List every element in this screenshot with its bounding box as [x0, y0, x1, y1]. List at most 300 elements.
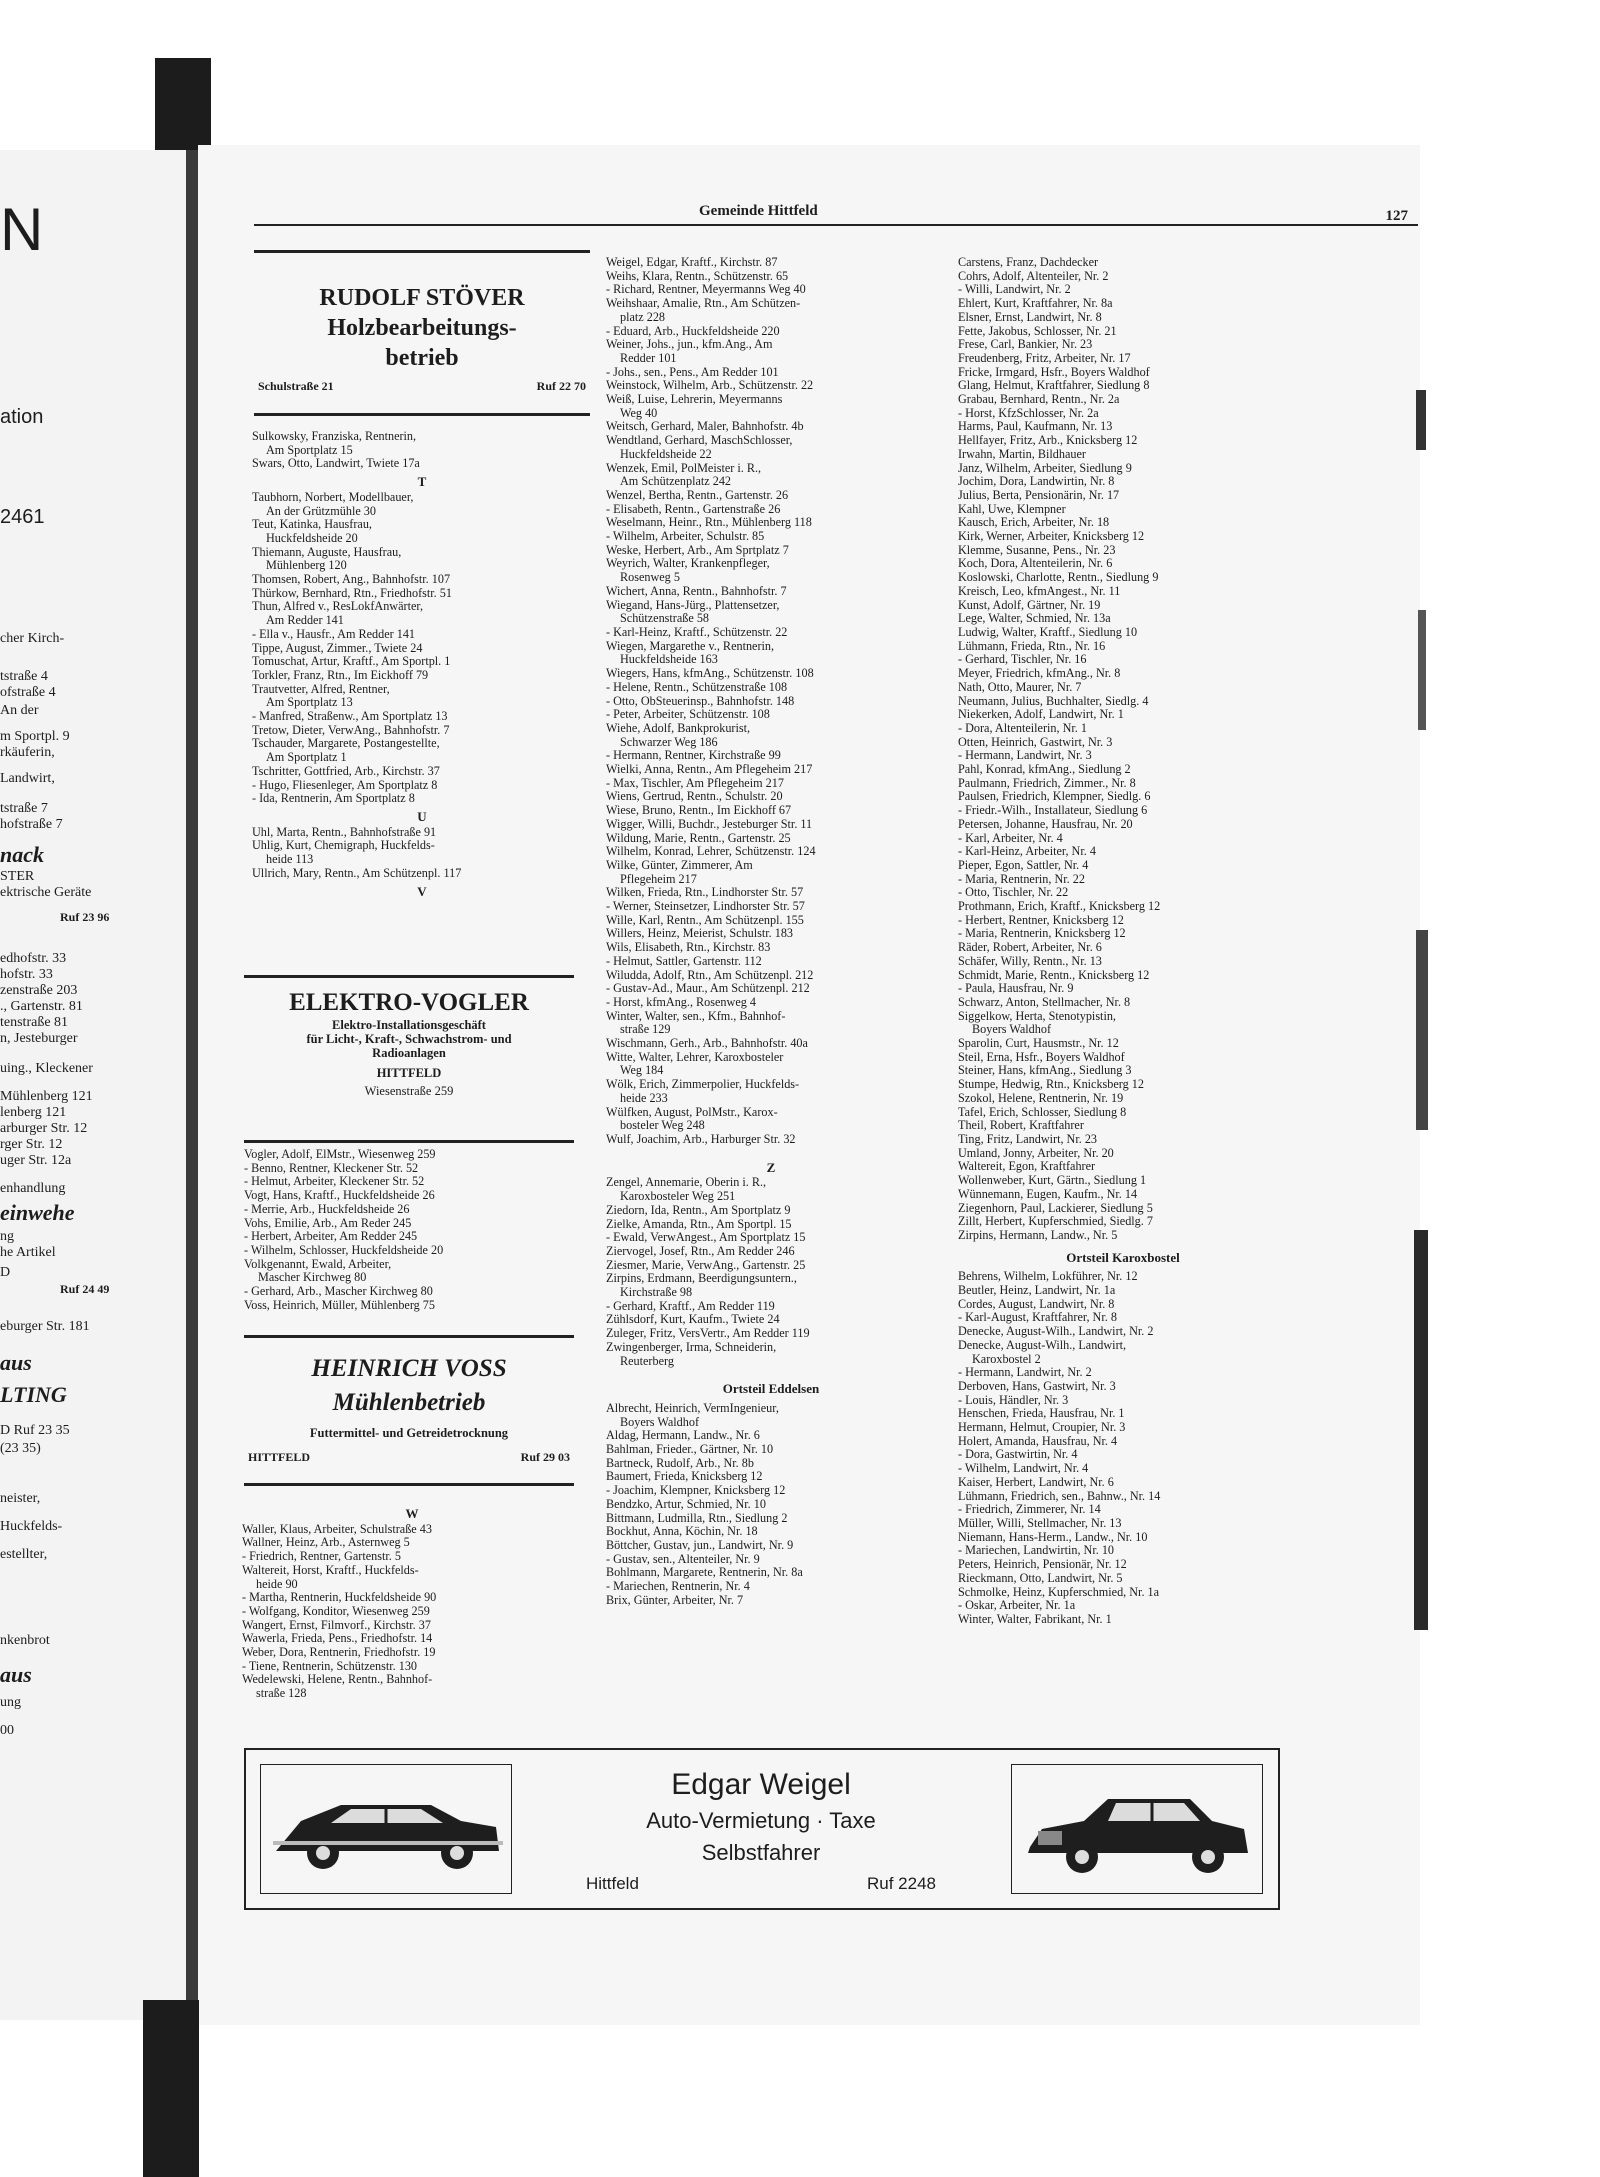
left-page-fragment-line: nkenbrot	[0, 1633, 50, 1648]
entries-s	[252, 430, 592, 471]
directory-entry: - Werner, Steinsetzer, Lindhorster Str. 57	[606, 899, 805, 914]
directory-entry: Kunst, Adolf, Gärtner, Nr. 19	[958, 597, 1101, 612]
ad-vogler-line3: Radioanlagen	[372, 1046, 446, 1060]
directory-entry: Weg 40	[620, 405, 658, 420]
directory-entry: Ziedorn, Ida, Rentn., Am Sportplatz 9	[606, 1202, 791, 1217]
entries-eddelsen-cont	[958, 256, 1288, 1243]
directory-entry: Ziervogel, Josef, Rtn., Am Redder 246	[606, 1243, 795, 1258]
ad-voss-city: HITTFELD	[248, 1450, 311, 1464]
directory-entry: Weske, Herbert, Arb., Am Sprtplatz 7	[606, 542, 789, 557]
directory-entry: Siggelkow, Herta, Stenotypistin,	[958, 1008, 1116, 1023]
directory-entry: Weihshaar, Amalie, Rtn., Am Schützen-	[606, 296, 801, 311]
directory-entry: straße 129	[620, 1022, 671, 1037]
letter-heading-u: U	[417, 808, 427, 824]
left-page-fragment-line: (23 35)	[0, 1441, 41, 1456]
left-page-fragment-line: hofstraße 7	[0, 817, 63, 832]
directory-entry: - Johs., sen., Pens., Am Redder 101	[606, 364, 779, 379]
directory-entry: - Otto, Tischler, Nr. 22	[958, 885, 1069, 900]
directory-entry: - Karl-Heinz, Kraftf., Schützenstr. 22	[606, 624, 788, 639]
directory-entry: - Herbert, Rentner, Knicksberg 12	[958, 912, 1124, 927]
directory-entry: Ullrich, Mary, Rentn., Am Schützenpl. 117	[252, 865, 462, 880]
directory-entry: Am Sportplatz 13	[266, 695, 353, 710]
left-page-fragment-line: arburger Str. 12	[0, 1121, 88, 1136]
directory-entry: Volkgenannt, Ewald, Arbeiter,	[244, 1256, 392, 1271]
directory-entry: Taubhorn, Norbert, Modellbauer,	[252, 489, 414, 504]
column-1-middle	[244, 1148, 584, 1312]
directory-entry: platz 228	[620, 309, 666, 324]
entries-w2	[606, 256, 936, 1147]
left-page-fragment-line: N	[0, 196, 44, 263]
directory-entry: - Paula, Hausfrau, Nr. 9	[958, 981, 1074, 996]
column-2	[606, 256, 936, 1608]
left-page-fragment-line: D Ruf 23 35	[0, 1423, 70, 1438]
directory-entry: Wilke, Günter, Zimmerer, Am	[606, 857, 753, 872]
directory-entry: Irwahn, Martin, Bildhauer	[958, 446, 1086, 461]
directory-entry: Wiegen, Margarethe v., Rentnerin,	[606, 638, 775, 653]
directory-entry: Vogt, Hans, Kraftf., Huckfeldsheide 26	[244, 1188, 435, 1203]
directory-entry: Peters, Heinrich, Pensionär, Nr. 12	[958, 1557, 1127, 1572]
directory-entry: - Karl-August, Kraftfahrer, Nr. 8	[958, 1310, 1117, 1325]
directory-entry: Denecke, August-Wilh., Landwirt,	[958, 1337, 1127, 1352]
ad-stover-name: RUDOLF STÖVER	[319, 285, 525, 311]
directory-entry: Voss, Heinrich, Müller, Mühlenberg 75	[244, 1297, 435, 1312]
directory-entry: Weiß, Luise, Lehrerin, Meyermanns	[606, 392, 783, 407]
directory-entry: Bockhut, Anna, Köchin, Nr. 18	[606, 1524, 758, 1539]
directory-entry: - Manfred, Straßenw., Am Sportplatz 13	[252, 709, 448, 724]
left-page-fragment-line: einwehe	[0, 1200, 75, 1225]
directory-entry: Wiehe, Adolf, Bankprokurist,	[606, 720, 751, 735]
directory-entry: - Ewald, VerwAngest., Am Sportplatz 15	[606, 1230, 806, 1245]
directory-entry: Holert, Amanda, Hausfrau, Nr. 4	[958, 1433, 1118, 1448]
directory-entry: Waller, Klaus, Arbeiter, Schulstraße 43	[242, 1521, 432, 1536]
directory-entry: Reuterberg	[620, 1353, 674, 1368]
directory-entry: - Gustav-Ad., Maur., Am Schützenpl. 212	[606, 981, 810, 996]
directory-entry: Weyrich, Walter, Krankenpfleger,	[606, 556, 770, 571]
directory-entry: Sparolin, Curt, Hausmstr., Nr. 12	[958, 1036, 1119, 1051]
directory-entry: Kreisch, Leo, kfmAngest., Nr. 11	[958, 583, 1121, 598]
left-page-fragment-line: neister,	[0, 1491, 41, 1506]
directory-entry: Bahlman, Frieder., Gärtner, Nr. 10	[606, 1442, 774, 1457]
section-eddelsen: Ortsteil Eddelsen	[722, 1381, 820, 1397]
directory-entry: Tippe, August, Zimmer., Twiete 24	[252, 640, 423, 655]
directory-entry: Paulmann, Friedrich, Zimmer., Nr. 8	[958, 775, 1136, 790]
left-page-fragment-line: Ruf 24 49	[60, 1282, 110, 1296]
directory-entry: Behrens, Wilhelm, Lokführer, Nr. 12	[958, 1269, 1138, 1284]
directory-entry: - Benno, Rentner, Kleckener Str. 52	[244, 1160, 419, 1175]
directory-entry: Lege, Walter, Schmied, Nr. 13a	[958, 611, 1111, 626]
ad-stover-phone: Ruf 22 70	[536, 379, 586, 393]
directory-entry: Müller, Willi, Stellmacher, Nr. 13	[958, 1515, 1122, 1530]
ad-voss-line1: Mühlenbetrieb	[332, 1389, 486, 1416]
directory-entry: Cordes, August, Landwirt, Nr. 8	[958, 1296, 1115, 1311]
directory-entry: Denecke, August-Wilh., Landwirt, Nr. 2	[958, 1324, 1154, 1339]
left-page-fragment-line: estellter,	[0, 1547, 48, 1562]
directory-entry: Carstens, Franz, Dachdecker	[958, 255, 1099, 269]
directory-entry: - Ella v., Hausfr., Am Redder 141	[252, 626, 416, 641]
directory-entry: Steiner, Hans, kfmAng., Siedlung 3	[958, 1063, 1132, 1078]
left-page-fragment-line: ., Gartenstr. 81	[0, 999, 83, 1014]
directory-entry: Pahl, Konrad, kfmAng., Siedlung 2	[958, 762, 1131, 777]
directory-entry: Harms, Paul, Kaufmann, Nr. 13	[958, 419, 1113, 434]
ad-vogler-street: Wiesenstraße 259	[364, 1084, 454, 1098]
left-page-fragment-line: 2461	[0, 506, 45, 528]
directory-entry: Weitsch, Gerhard, Maler, Bahnhofstr. 4b	[606, 419, 804, 434]
directory-entry: Klemme, Susanne, Pens., Nr. 23	[958, 542, 1116, 557]
directory-entry: Thun, Alfred v., ResLokfAnwärter,	[252, 599, 423, 614]
directory-entry: Beutler, Heinz, Landwirt, Nr. 1a	[958, 1283, 1116, 1298]
directory-entry: Witte, Walter, Lehrer, Karoxbosteler	[606, 1049, 784, 1064]
directory-entry: Pflegeheim 217	[620, 871, 697, 886]
directory-entry: Wilhelm, Konrad, Lehrer, Schützenstr. 124	[606, 844, 816, 859]
directory-entry: bosteler Weg 248	[620, 1118, 705, 1133]
ad-vogler-line1: Elektro-Installationsgeschäft	[332, 1018, 486, 1032]
directory-entry: Räder, Robert, Arbeiter, Nr. 6	[958, 940, 1102, 955]
directory-entry: Tschauder, Margarete, Postangestellte,	[252, 736, 440, 751]
directory-entry: Wülfken, August, PolMstr., Karox-	[606, 1104, 778, 1119]
ad-voss-line2: Futtermittel- und Getreidetrocknung	[309, 1426, 509, 1440]
left-page-fragment-line: uing., Kleckener	[0, 1061, 93, 1076]
ad-vogler	[244, 975, 574, 1143]
directory-entry: Zühlsdorf, Kurt, Kaufm., Twiete 24	[606, 1312, 780, 1327]
directory-entry: Bohlmann, Margarete, Rentnerin, Nr. 8a	[606, 1565, 803, 1580]
directory-entry: Bittmann, Ludmilla, Rtn., Siedlung 2	[606, 1510, 788, 1525]
ad-voss-phone: Ruf 29 03	[520, 1450, 570, 1464]
entries-v	[244, 1148, 584, 1312]
section-karoxbostel: Ortsteil Karoxbostel	[1066, 1249, 1180, 1265]
left-page-fragment-line: rger Str. 12	[0, 1137, 63, 1152]
directory-entry: Kaiser, Herbert, Landwirt, Nr. 6	[958, 1474, 1114, 1489]
directory-entry: - Hermann, Landwirt, Nr. 2	[958, 1365, 1092, 1380]
directory-entry: Wildung, Marie, Rentn., Gartenstr. 25	[606, 830, 791, 845]
directory-entry: Schützenstraße 58	[620, 611, 710, 626]
directory-entry: - Helmut, Arbeiter, Kleckener Str. 52	[244, 1174, 425, 1189]
ad-stover	[254, 250, 590, 416]
directory-entry: - Helene, Rentn., Schützenstraße 108	[606, 679, 788, 694]
directory-entry: Huckfeldsheide 163	[620, 652, 718, 667]
directory-entry: Szokol, Helene, Rentnerin, Nr. 19	[958, 1090, 1124, 1105]
directory-entry: Weigel, Edgar, Kraftf., Kirchstr. 87	[606, 255, 778, 269]
directory-entry: An der Grützmühle 30	[266, 503, 376, 518]
directory-entry: Stumpe, Hedwig, Rtn., Knicksberg 12	[958, 1077, 1144, 1092]
page-number: 127	[1385, 208, 1408, 224]
directory-entry: Wünnemann, Eugen, Kaufm., Nr. 14	[958, 1186, 1138, 1201]
directory-entry: Rieckmann, Otto, Landwirt, Nr. 5	[958, 1570, 1123, 1585]
directory-entry: Steil, Erna, Hsfr., Boyers Waldhof	[958, 1049, 1125, 1064]
directory-entry: Wilken, Frieda, Rtn., Lindhorster Str. 57	[606, 885, 804, 900]
directory-entry: Zielke, Amanda, Rtn., Am Sportpl. 15	[606, 1216, 792, 1231]
ad-weigel-name: Edgar Weigel	[671, 1768, 851, 1801]
directory-entry: Uhl, Marta, Rentn., Bahnhofstraße 91	[252, 824, 437, 839]
directory-entry: Fette, Jakobus, Schlosser, Nr. 21	[958, 323, 1117, 338]
directory-entry: Schmolke, Heinz, Kupferschmied, Nr. 1a	[958, 1584, 1160, 1599]
left-page-fragment-line: D	[0, 1265, 11, 1280]
ad-vogler-line2: für Licht-, Kraft-, Schwachstrom- und	[306, 1032, 512, 1046]
directory-entry: - Maria, Rentnerin, Knicksberg 12	[958, 926, 1126, 941]
directory-entry: - Peter, Arbeiter, Schützenstr. 108	[606, 707, 770, 722]
directory-entry: Boyers Waldhof	[620, 1414, 700, 1429]
directory-entry: Kirchstraße 98	[620, 1285, 693, 1300]
directory-entry: Thiemann, Auguste, Hausfrau,	[252, 544, 402, 559]
directory-entry: Böttcher, Gustav, jun., Landwirt, Nr. 9	[606, 1537, 794, 1552]
directory-entry: - Mariechen, Rentnerin, Nr. 4	[606, 1579, 750, 1594]
directory-entry: Kirk, Werner, Arbeiter, Knicksberg 12	[958, 529, 1145, 544]
directory-entry: Hellfayer, Fritz, Arb., Knicksberg 12	[958, 433, 1138, 448]
directory-entry: Schäfer, Willy, Rentn., Nr. 13	[958, 953, 1102, 968]
directory-entry: Vogler, Adolf, ElMstr., Wiesenweg 259	[244, 1147, 436, 1161]
directory-entry: Redder 101	[620, 350, 677, 365]
directory-entry: Waltereit, Egon, Kraftfahrer	[958, 1159, 1096, 1174]
directory-entry: - Richard, Rentner, Meyermanns Weg 40	[606, 282, 806, 297]
directory-entry: Schmidt, Marie, Rentn., Knicksberg 12	[958, 967, 1150, 982]
directory-entry: Weg 184	[620, 1063, 664, 1078]
directory-entry: - Wilhelm, Schlosser, Huckfeldsheide 20	[244, 1242, 444, 1257]
directory-entry: - Wilhelm, Landwirt, Nr. 4	[958, 1461, 1089, 1476]
ad-vogler-name: ELEKTRO-VOGLER	[289, 989, 529, 1016]
left-page-fragment-line: cher Kirch-	[0, 631, 65, 646]
directory-entry: - Oskar, Arbeiter, Nr. 1a	[958, 1598, 1076, 1613]
directory-entry: Am Sportplatz 15	[266, 442, 353, 457]
directory-entry: Wenzel, Bertha, Rentn., Gartenstr. 26	[606, 487, 789, 502]
left-page-fragment-line: aus	[0, 1662, 32, 1687]
directory-entry: Schwarz, Anton, Stellmacher, Nr. 8	[958, 994, 1131, 1009]
directory-entry: Weiner, Johs., jun., kfm.Ang., Am	[606, 337, 773, 352]
directory-entry: - Maria, Rentnerin, Nr. 22	[958, 871, 1085, 886]
entries-eddelsen	[606, 1402, 936, 1608]
directory-entry: Wallner, Heinz, Arb., Asternweg 5	[242, 1535, 410, 1550]
directory-entry: Waltereit, Horst, Kraftf., Huckfelds-	[242, 1562, 419, 1577]
directory-entry: Bendzko, Artur, Schmied, Nr. 10	[606, 1496, 766, 1511]
directory-entry: - Friedr.-Wilh., Installateur, Siedlung 6	[958, 803, 1148, 818]
directory-entry: Thürkow, Bernhard, Rtn., Friedhofstr. 51	[252, 585, 452, 600]
car-left-icon	[261, 1765, 511, 1893]
page-title: Gemeinde Hittfeld	[699, 203, 818, 219]
directory-entry: - Karl-Heinz, Arbeiter, Nr. 4	[958, 844, 1096, 859]
directory-entry: - Friedrich, Rentner, Gartenstr. 5	[242, 1549, 401, 1564]
left-page-fragment-line: tstraße 4	[0, 669, 48, 684]
ad-stover-line2: betrieb	[385, 345, 459, 371]
directory-entry: Am Schützenplatz 242	[620, 474, 732, 489]
directory-entry: Theil, Robert, Kraftfahrer	[958, 1118, 1084, 1133]
directory-entry: Winter, Walter, Fabrikant, Nr. 1	[958, 1611, 1112, 1626]
left-page-fragment-line: 00	[0, 1723, 14, 1738]
directory-entry: Frese, Carl, Bankier, Nr. 23	[958, 337, 1093, 352]
left-page-fragment-line: eburger Str. 181	[0, 1319, 90, 1334]
directory-entry: Karoxbostel 2	[972, 1351, 1041, 1366]
directory-entry: Torkler, Franz, Rtn., Im Eickhoff 79	[252, 667, 429, 682]
directory-entry: Baumert, Frieda, Knicksberg 12	[606, 1469, 763, 1484]
page-header	[254, 200, 1418, 226]
directory-entry: Grabau, Bernhard, Rentn., Nr. 2a	[958, 392, 1120, 407]
directory-entry: - Otto, ObSteuerinsp., Bahnhofstr. 148	[606, 693, 795, 708]
ad-voss-name: HEINRICH VOSS	[311, 1355, 507, 1382]
directory-entry: - Herbert, Arbeiter, Am Redder 245	[244, 1229, 418, 1244]
directory-entry: Cohrs, Adolf, Altenteiler, Nr. 2	[958, 268, 1109, 283]
directory-entry: Hermann, Helmut, Croupier, Nr. 3	[958, 1420, 1126, 1435]
left-page-fragment-line: tenstraße 81	[0, 1015, 69, 1030]
directory-entry: - Dora, Gastwirtin, Nr. 4	[958, 1447, 1078, 1462]
directory-entry: Wielki, Anna, Rentn., Am Pflegeheim 217	[606, 762, 813, 777]
directory-entry: Uhlig, Kurt, Chemigraph, Huckfelds-	[252, 838, 435, 853]
entries-w	[242, 1523, 582, 1701]
directory-entry: Winter, Walter, sen., Kfm., Bahnhof-	[606, 1008, 786, 1023]
edge-strip-graphic	[1400, 230, 1430, 1730]
directory-entry: Prothmann, Erich, Kraftf., Knicksberg 12	[958, 899, 1161, 914]
directory-entry: Wölk, Erich, Zimmerpolier, Huckfelds-	[606, 1077, 800, 1092]
left-page-fragment-line: aus	[0, 1350, 32, 1375]
entries-u	[252, 826, 592, 881]
directory-entry: Derboven, Hans, Gastwirt, Nr. 3	[958, 1378, 1116, 1393]
directory-entry: Brix, Günter, Arbeiter, Nr. 7	[606, 1592, 744, 1607]
directory-entry: - Ida, Rentnerin, Am Sportplatz 8	[252, 791, 415, 806]
directory-entry: Ehlert, Kurt, Kraftfahrer, Nr. 8a	[958, 296, 1113, 311]
directory-entry: Wenzek, Emil, PolMeister i. R.,	[606, 460, 762, 475]
left-page-fragment-line: lenberg 121	[0, 1105, 67, 1120]
directory-entry: Zillt, Herbert, Kupferschmied, Siedlg. 7	[958, 1214, 1153, 1229]
ad-weigel-phone: Ruf 2248	[867, 1874, 936, 1893]
directory-entry: Lühmann, Frieda, Rtn., Nr. 16	[958, 638, 1106, 653]
directory-entry: - Mariechen, Landwirtin, Nr. 10	[958, 1543, 1115, 1558]
directory-entry: Wollenweber, Kurt, Gärtn., Siedlung 1	[958, 1173, 1147, 1188]
left-page-fragment-line: he Artikel	[0, 1245, 56, 1260]
directory-entry: Teut, Katinka, Hausfrau,	[252, 517, 372, 532]
directory-entry: Henschen, Frieda, Hausfrau, Nr. 1	[958, 1406, 1125, 1421]
directory-entry: heide 113	[266, 852, 314, 867]
left-page-fragment-line: LTING	[0, 1382, 67, 1407]
directory-entry: Fricke, Irmgard, Hsfr., Boyers Waldhof	[958, 364, 1150, 379]
directory-entry: Freudenberg, Fritz, Arbeiter, Nr. 17	[958, 350, 1131, 365]
directory-entry: Zengel, Annemarie, Oberin i. R.,	[606, 1175, 767, 1190]
directory-entry: Mühlenberg 120	[266, 558, 347, 573]
car-illustration-right	[1011, 1764, 1263, 1894]
directory-entry: Niekerken, Adolf, Landwirt, Nr. 1	[958, 707, 1124, 722]
directory-entry: - Gustav, sen., Altenteiler, Nr. 9	[606, 1551, 760, 1566]
directory-entry: - Friedrich, Zimmerer, Nr. 14	[958, 1502, 1101, 1517]
directory-entry: Wils, Elisabeth, Rtn., Kirchstr. 83	[606, 940, 771, 955]
letter-heading-v: V	[417, 883, 427, 899]
directory-entry: Weber, Dora, Rentnerin, Friedhofstr. 19	[242, 1645, 436, 1660]
directory-entry: Tretow, Dieter, VerwAng., Bahnhofstr. 7	[252, 722, 450, 737]
directory-entry: Glang, Helmut, Kraftfahrer, Siedlung 8	[958, 378, 1150, 393]
left-page-fragment-line: zenstraße 203	[0, 983, 78, 998]
directory-entry: - Joachim, Klempner, Knicksberg 12	[606, 1483, 786, 1498]
directory-entry: Wischmann, Gerh., Arb., Bahnhofstr. 40a	[606, 1036, 808, 1051]
page-gutter	[186, 150, 198, 2020]
directory-entry: Wichert, Anna, Rentn., Bahnhofstr. 7	[606, 583, 787, 598]
directory-entry: Willers, Heinz, Meierist, Schulstr. 183	[606, 926, 794, 941]
ad-vogler-city: HITTFELD	[376, 1066, 442, 1080]
directory-entry: Zirpins, Erdmann, Beerdigungsuntern.,	[606, 1271, 797, 1286]
directory-entry: Am Sportplatz 1	[266, 750, 347, 765]
directory-entry: Bartneck, Rudolf, Arb., Nr. 8b	[606, 1455, 754, 1470]
directory-entry: Paulsen, Friedrich, Klempner, Siedlg. 6	[958, 789, 1151, 804]
directory-entry: - Gerhard, Kraftf., Am Redder 119	[606, 1298, 775, 1313]
directory-entry: Weselmann, Heinr., Rtn., Mühlenberg 118	[606, 515, 812, 530]
directory-entry: Karoxbosteler Weg 251	[620, 1189, 736, 1204]
directory-entry: Wiens, Gertrud, Rentn., Schulstr. 20	[606, 789, 783, 804]
directory-entry: Koslowski, Charlotte, Rentn., Siedlung 9	[958, 570, 1159, 585]
left-page-fragment-line: edhofstr. 33	[0, 951, 67, 966]
directory-entry: Huckfeldsheide 22	[620, 446, 712, 461]
directory-entry: - Horst, KfzSchlosser, Nr. 2a	[958, 405, 1099, 420]
directory-entry: Koch, Dora, Altenteilerin, Nr. 6	[958, 556, 1113, 571]
directory-entry: Pieper, Egon, Sattler, Nr. 4	[958, 857, 1089, 872]
left-page-fragment-line: m Sportpl. 9	[0, 729, 70, 744]
left-page-fragment-line: STER	[0, 869, 35, 884]
directory-entry: - Hugo, Fliesenleger, Am Sportplatz 8	[252, 777, 438, 792]
left-page-fragment-line: Landwirt,	[0, 771, 55, 786]
ad-weigel-line2: Selbstfahrer	[701, 1840, 821, 1865]
entries-karoxbostel	[958, 1270, 1288, 1626]
directory-entry: Petersen, Johanne, Hausfrau, Nr. 20	[958, 816, 1133, 831]
directory-entry: Ziesmer, Marie, VerwAng., Gartenstr. 25	[606, 1257, 806, 1272]
directory-entry: Zwingenberger, Irma, Schneiderin,	[606, 1339, 777, 1354]
directory-entry: Weihs, Klara, Rentn., Schützenstr. 65	[606, 268, 789, 283]
directory-entry: Lühmann, Friedrich, sen., Bahnw., Nr. 14	[958, 1488, 1161, 1503]
directory-entry: - Tiene, Rentnerin, Schützenstr. 130	[242, 1658, 418, 1673]
left-page-fragment-line: Mühlenberg 121	[0, 1089, 93, 1104]
directory-entry: Wendtland, Gerhard, MaschSchlosser,	[606, 433, 793, 448]
directory-entry: Otten, Heinrich, Gastwirt, Nr. 3	[958, 734, 1113, 749]
directory-entry: Boyers Waldhof	[972, 1022, 1052, 1037]
car-illustration-left	[260, 1764, 512, 1894]
left-page-fragment-line: tstraße 7	[0, 801, 48, 816]
directory-entry: Kahl, Uwe, Klempner	[958, 501, 1066, 516]
directory-entry: Wedelewski, Helene, Rentn., Bahnhof-	[242, 1672, 433, 1687]
left-page-fragment-line: ation	[0, 406, 44, 428]
directory-entry: Mascher Kirchweg 80	[258, 1270, 367, 1285]
left-page-fragment-line: ng	[0, 1229, 14, 1244]
directory-entry: Albrecht, Heinrich, VermIngenieur,	[606, 1400, 779, 1415]
left-page-fragment	[0, 150, 186, 2020]
directory-entry: - Gerhard, Arb., Mascher Kirchweg 80	[244, 1284, 433, 1299]
directory-entry: Weinstock, Wilhelm, Arb., Schützenstr. 22	[606, 378, 814, 393]
directory-entry: - Willi, Landwirt, Nr. 2	[958, 282, 1071, 297]
left-page-fragment-line: n, Jesteburger	[0, 1031, 78, 1046]
directory-entry: Wiludda, Adolf, Rtn., Am Schützenpl. 212	[606, 967, 814, 982]
directory-entry: Swars, Otto, Landwirt, Twiete 17a	[252, 456, 420, 471]
ad-weigel-line1: Auto-Vermietung · Taxe	[646, 1808, 876, 1833]
directory-entry: heide 233	[620, 1090, 668, 1105]
letter-heading-w: W	[405, 1506, 419, 1521]
directory-entry: Elsner, Ernst, Landwirt, Nr. 8	[958, 309, 1102, 324]
directory-entry: Neumann, Julius, Buchhalter, Siedlg. 4	[958, 693, 1149, 708]
directory-entry: Schwarzer Weg 186	[620, 734, 718, 749]
directory-entry: heide 90	[256, 1576, 298, 1591]
directory-entry: Wiegers, Hans, kfmAng., Schützenstr. 108	[606, 666, 814, 681]
left-page-fragment-line: ofstraße 4	[0, 685, 56, 700]
left-page-fragment-line: ung	[0, 1695, 21, 1710]
left-page-fragment-line: uger Str. 12a	[0, 1153, 72, 1168]
directory-entry: Tschritter, Gottfried, Arb., Kirchstr. 37	[252, 763, 440, 778]
directory-entry: Kausch, Erich, Arbeiter, Nr. 18	[958, 515, 1110, 530]
directory-entry: Rosenweg 5	[620, 570, 680, 585]
ad-voss	[244, 1335, 574, 1486]
letter-heading-t: T	[417, 474, 427, 490]
directory-entry: Umland, Jonny, Arbeiter, Nr. 20	[958, 1145, 1114, 1160]
letter-heading-z: Z	[766, 1159, 776, 1175]
directory-entry: - Martha, Rentnerin, Huckfeldsheide 90	[242, 1590, 437, 1605]
column-3	[958, 256, 1288, 1627]
directory-entry: - Merrie, Arb., Huckfeldsheide 26	[244, 1201, 410, 1216]
directory-entry: - Max, Tischler, Am Pflegeheim 217	[606, 775, 784, 790]
directory-entry: Tomuschat, Artur, Kraftf., Am Sportpl. 1	[252, 654, 451, 669]
directory-entry: - Wilhelm, Arbeiter, Schulstr. 85	[606, 529, 765, 544]
directory-entry: Wawerla, Frieda, Pens., Friedhofstr. 14	[242, 1631, 433, 1646]
left-page-fragment-line: nack	[0, 842, 44, 867]
directory-entry: Ludwig, Walter, Kraftf., Siedlung 10	[958, 624, 1138, 639]
ad-weigel-city: Hittfeld	[586, 1874, 639, 1893]
binding-tab-bottom	[143, 2000, 199, 2177]
